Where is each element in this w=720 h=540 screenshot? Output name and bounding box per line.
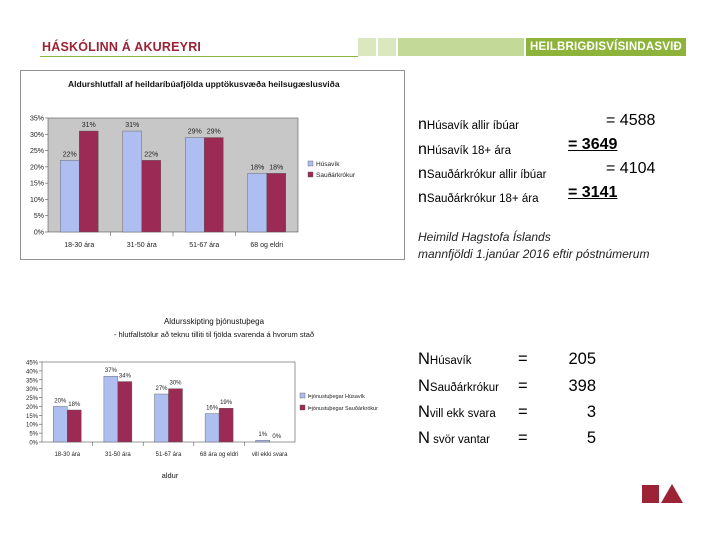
legend-swatch (308, 161, 313, 166)
client-age-chart (20, 310, 379, 486)
chart-subtitle: - hlutfallstölur að teknu tilliti til fjölda svarenda á hvorum stað (113, 330, 315, 339)
age-distribution-chart (20, 70, 405, 260)
y-tick-label: 15% (29, 180, 44, 188)
data-label: 37% (104, 368, 117, 375)
resp-prefix: N (418, 350, 430, 368)
bar--j-nustu-egar-h-sav-k (104, 376, 118, 442)
resp-noanswer (418, 403, 496, 422)
resp-husavik-value: 205 (568, 350, 596, 368)
resp-eq: = (518, 377, 528, 395)
stat-saud-18-value: = 3141 (568, 184, 618, 201)
y-tick-label: 0% (29, 440, 38, 447)
university-title: HÁSKÓLINN Á AKUREYRI (42, 40, 202, 54)
bar-sau-rkr-kur (142, 160, 161, 232)
university-logo-icon (642, 482, 684, 504)
bar-sau-rkr-kur (267, 173, 286, 232)
category-label: 51-67 ára (189, 242, 220, 249)
y-tick-label: 35% (29, 115, 44, 123)
stat-saud-18 (418, 189, 538, 207)
stat-husavik-all-value: = 4588 (606, 112, 656, 129)
y-tick-label: 40% (25, 369, 38, 376)
department-title: HEILBRIGÐISVÍSINDASVIÐ (526, 38, 686, 56)
category-label: 18-30 ára (54, 452, 81, 458)
data-label: 22% (62, 151, 77, 159)
stat-prefix: n (418, 141, 427, 158)
resp-label: Sauðárkrókur (429, 382, 499, 394)
bar-h-sav-k (248, 173, 267, 232)
stat-label: Sauðárkrókur allir íbúar (426, 169, 547, 181)
header-square-1 (358, 38, 376, 56)
stat-label: Húsavík 18+ ára (426, 145, 511, 157)
x-axis-label: aldur (161, 471, 179, 480)
bar-sau-rkr-kur (79, 131, 98, 232)
data-label: 22% (144, 151, 159, 159)
resp-label: vill ekk svara (429, 408, 496, 420)
data-label: 27% (155, 386, 168, 392)
data-label: 29% (206, 128, 221, 136)
legend-label: Þjónustuþegar Húsavík (308, 394, 365, 400)
bar-h-sav-k (185, 138, 204, 232)
stat-prefix: n (418, 189, 427, 206)
header-square-2 (378, 38, 396, 56)
data-label: 30% (169, 380, 182, 387)
category-label: 31-50 ára (105, 452, 131, 458)
stat-label: Húsavík allir íbúar (426, 120, 519, 132)
legend-swatch (300, 405, 305, 410)
stat-prefix: n (418, 116, 427, 133)
data-label: 18% (269, 164, 284, 172)
resp-prefix: N (418, 403, 430, 421)
bar-h-sav-k (123, 131, 142, 232)
bar--j-nustu-egar-h-sav-k (155, 394, 169, 442)
source-line-1: Heimild Hagstofa Íslands (418, 230, 551, 244)
data-label: 34% (118, 373, 131, 380)
legend-swatch (300, 393, 305, 398)
data-label: 31% (125, 122, 140, 130)
stat-label: Sauðárkrókur 18+ ára (426, 193, 539, 205)
data-label: 31% (81, 122, 96, 130)
stat-husavik-18 (418, 141, 511, 159)
resp-eq: = (518, 403, 528, 421)
resp-missing-value: 5 (586, 429, 596, 447)
chart-title: Aldurshlutfall af heildaríbúafjölda upptökusvæða heilsugæslusviða (68, 79, 340, 89)
category-label: 68 ára og eldri (199, 452, 239, 458)
data-label: 29% (187, 128, 202, 136)
legend-label: Húsavík (316, 161, 340, 168)
resp-eq: = (518, 429, 528, 447)
y-tick-label: 25% (25, 396, 38, 403)
bar-h-sav-k (60, 160, 79, 232)
bar--j-nustu-egar-sau-rkr-kur (219, 408, 233, 442)
data-label: 1% (258, 432, 268, 439)
resp-eq: = (518, 350, 528, 368)
y-tick-label: 10% (29, 196, 44, 204)
resp-prefix: N (418, 377, 430, 395)
resp-prefix: N (418, 429, 430, 447)
resp-noanswer-value: 3 (586, 403, 596, 421)
resp-saud-value: 398 (568, 377, 596, 395)
y-tick-label: 10% (25, 422, 38, 429)
category-label: 68 og eldri (250, 242, 284, 249)
y-tick-label: 5% (29, 431, 38, 438)
source-line-2: mannfjöldi 1.janúar 2016 eftir póstnúmerum (418, 247, 650, 261)
stat-husavik-all (418, 116, 519, 134)
stat-prefix: n (418, 165, 427, 182)
category-label: 31-50 ára (126, 242, 157, 249)
category-label: 18-30 ára (64, 242, 95, 249)
stat-saud-all (418, 165, 546, 183)
bar--j-nustu-egar-h-sav-k (256, 440, 270, 442)
bar--j-nustu-egar-sau-rkr-kur (169, 389, 183, 442)
data-label: 0% (272, 434, 282, 440)
stat-saud-all-value: = 4104 (606, 160, 656, 177)
data-label: 18% (68, 402, 81, 408)
resp-missing (418, 429, 490, 448)
header-square-3 (398, 38, 524, 56)
y-tick-label: 30% (29, 131, 44, 139)
bar--j-nustu-egar-h-sav-k (53, 406, 67, 442)
data-label: 20% (54, 398, 67, 405)
category-label: vill ekki svara (251, 452, 288, 458)
y-tick-label: 15% (25, 413, 38, 420)
y-tick-label: 5% (33, 213, 44, 221)
bar-sau-rkr-kur (204, 138, 223, 232)
bar--j-nustu-egar-sau-rkr-kur (67, 410, 81, 442)
resp-husavik (418, 350, 471, 369)
legend-label: Sauðárkrókur (316, 172, 356, 179)
legend-swatch (308, 172, 313, 177)
chart-title: Aldursskipting þjónustuþega (163, 317, 265, 326)
bar--j-nustu-egar-sau-rkr-kur (118, 382, 132, 442)
y-tick-label: 20% (29, 164, 44, 172)
legend-label: Þjónustuþegar Sauðárkrókur (308, 406, 379, 412)
resp-label: svör vantar (429, 434, 490, 446)
y-tick-label: 35% (25, 378, 38, 385)
stat-husavik-18-value: = 3649 (568, 136, 618, 153)
y-tick-label: 25% (29, 148, 44, 156)
data-label: 18% (250, 164, 265, 172)
y-tick-label: 45% (25, 360, 38, 367)
y-tick-label: 0% (33, 229, 44, 237)
data-label: 16% (206, 405, 219, 412)
resp-label: Húsavík (429, 355, 472, 367)
bar--j-nustu-egar-h-sav-k (205, 414, 219, 442)
category-label: 51-67 ára (155, 452, 182, 458)
y-tick-label: 20% (25, 404, 38, 411)
data-label: 19% (220, 400, 233, 407)
header-divider (40, 56, 358, 57)
resp-saud (418, 377, 499, 396)
y-tick-label: 30% (25, 387, 38, 394)
